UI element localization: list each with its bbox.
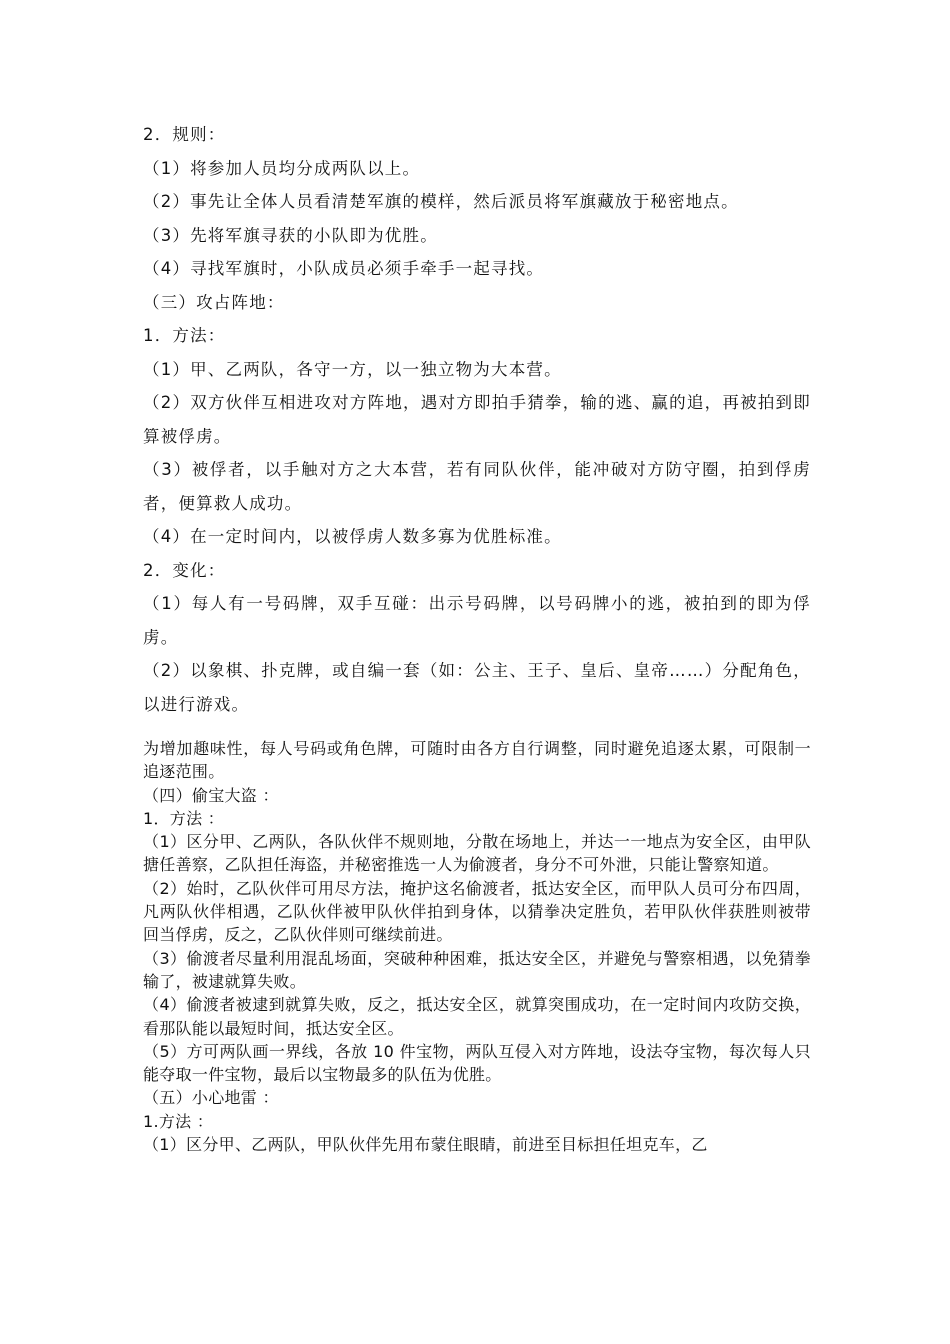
paragraph: （5）方可两队画一界线，各放 10 件宝物，两队互侵入对方阵地，设法夺宝物，每次每人只能夺取一件宝物，最后以宝物最多的队伍为优胜。 [143,1041,811,1085]
document-section-rules [143,118,811,721]
subheading: 1．方法： [143,326,226,345]
paragraph: （1）区分甲、乙两队，甲队伙伴先用布蒙住眼睛，前进至目标担任坦克车，乙 [143,1135,708,1155]
section-heading: （四）偷宝大盗 ： [143,785,279,805]
paragraph: （2）事先让全体人员看清楚军旗的模样，然后派员将军旗藏放于秘密地点。 [143,192,739,211]
paragraph: 2．规则： [143,125,226,144]
paragraph: （1）每人有一号码牌，双手互碰：出示号码牌，以号码牌小的逃，被拍到的即为俘虏。 [143,594,811,647]
paragraph: （1）将参加人员均分成两队以上。 [143,158,421,178]
paragraph: （4）寻找军旗时，小队成员必须手牵手一起寻找。 [143,259,545,278]
paragraph: （1）甲、乙两队，各守一方，以一独立物为大本营。 [143,359,562,379]
subheading: 1．方法 ： [143,808,225,828]
section-heading: （三）攻占阵地： [143,292,285,312]
paragraph: 为增加趣味性，每人号码或角色牌，可随时由各方自行调整，同时避免追逐太累，可限制一追逐范围。 [143,739,811,782]
paragraph: （3）被俘者，以手触对方之大本营，若有同队伙伴，能冲破对方防守圈，拍到俘虏者，便算救人成功。 [143,460,811,513]
subheading: 1.方法 ： [143,1111,214,1131]
document-section-treasure-thief [143,737,811,1156]
section-heading: （五）小心地雷 ： [143,1088,279,1108]
paragraph: （4）偷渡者被逮到就算失败，反之，抵达安全区，就算突围成功，在一定时间内攻防交换，看那队能以最短时间，抵达安全区。 [143,995,811,1038]
subheading: 2．变化： [143,560,226,580]
paragraph: （2）始时，乙队伙伴可用尽方法，掩护这名偷渡者，抵达安全区，而甲队人员可分布四周，凡两队伙伴相遇，乙队伙伴被甲队伙伴拍到身体，以猜拳决定胜负，若甲队伙伴获胜则被带回当俘虏，反之，乙队伙伴则可继续前进。 [143,878,811,945]
paragraph: （1）区分甲、乙两队，各队伙伴不规则地，分散在场地上，并达一一地点为安全区，由甲队搪任善察，乙队担任海盗，并秘密推选一人为偷渡者，身分不可外泄，只能让警察知道。 [143,832,811,875]
paragraph: （3）偷渡者尽量利用混乱场面，突破种种困难，抵达安全区，并避免与警察相遇，以免猜拳输了，被逮就算失败。 [143,948,811,991]
paragraph: （3）先将军旗寻获的小队即为优胜。 [143,225,438,245]
paragraph: （4）在一定时间内，以被俘虏人数多寡为优胜标准。 [143,527,562,546]
paragraph: （2）以象棋、扑克牌，或自编一套（如：公主、王子、皇后、皇帝……）分配角色，以进行游戏。 [143,661,811,714]
paragraph: （2）双方伙伴互相进攻对方阵地，遇对方即拍手猜拳，输的逃、赢的追，再被拍到即算被俘虏。 [143,393,811,446]
